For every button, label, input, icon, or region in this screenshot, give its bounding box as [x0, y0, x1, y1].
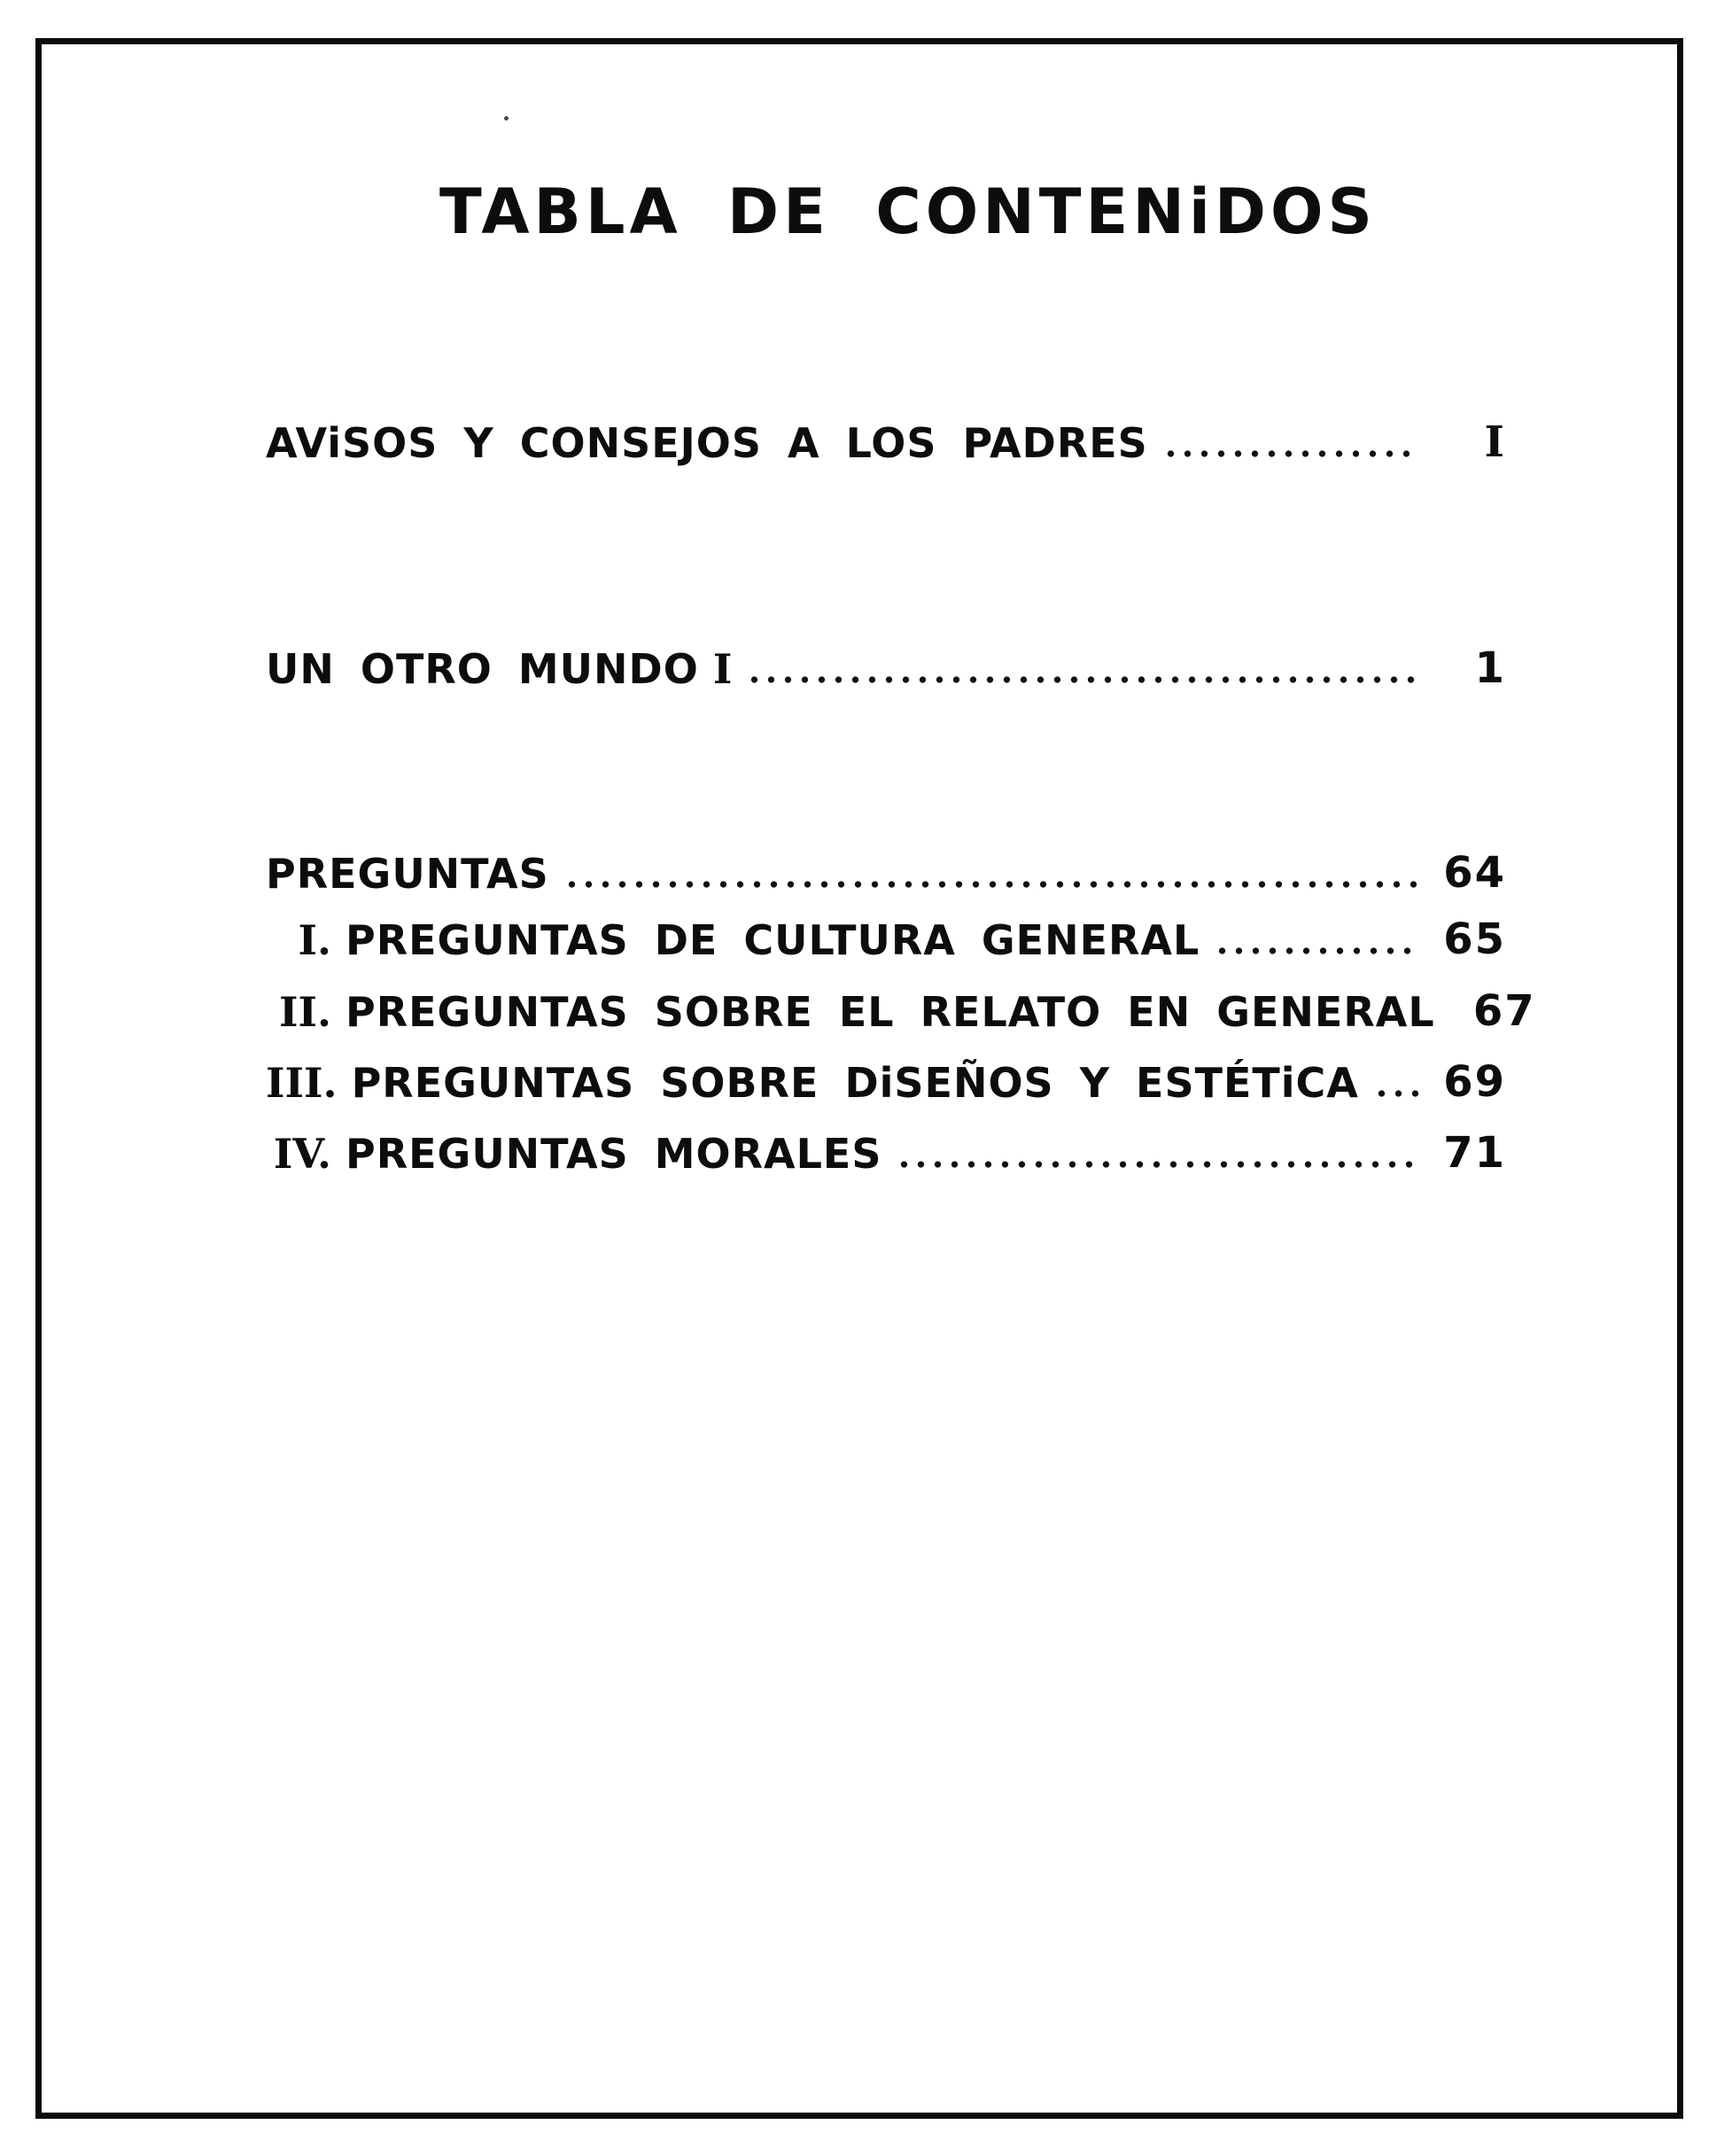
toc-entry-un-otro-mundo: [266, 644, 1506, 693]
dot-leader: [563, 879, 1419, 890]
toc-entry-page: 69: [1443, 1057, 1506, 1107]
dot-leader: [1373, 1088, 1419, 1099]
toc-entry-page: 71: [1443, 1128, 1506, 1178]
toc-entry-page: I: [1484, 417, 1506, 467]
toc-entry-numeral: III.: [266, 1059, 338, 1108]
dot-leader: [1214, 946, 1419, 956]
dot-leader: [746, 674, 1419, 685]
toc-entry-label: PREGUNTAS DE CULTURA GENERAL: [346, 916, 1200, 965]
toc-entry-numeral: I.: [298, 916, 331, 965]
toc-entry-disenos-estetica: [266, 1058, 1506, 1107]
toc-entry-numeral: IV.: [273, 1130, 331, 1179]
ink-speck: [504, 116, 509, 121]
toc-entry-suffix: I: [712, 645, 733, 694]
toc-entry-page: 65: [1443, 915, 1506, 964]
toc-entry-label: UN OTRO MUNDO: [266, 645, 699, 694]
dot-leader: [896, 1159, 1419, 1170]
toc-entry-numeral: II.: [278, 988, 331, 1037]
dot-leader: [1162, 448, 1419, 459]
toc-entry-page: 1: [1474, 643, 1506, 693]
toc-entry-label: PREGUNTAS SOBRE DiSEÑOS Y ESTÉTiCA: [351, 1059, 1359, 1108]
toc-entry-page: 64: [1443, 848, 1506, 898]
page-title: TABLA DE CONTENiDOS: [439, 175, 1377, 248]
toc-entry-page: 67: [1472, 986, 1536, 1036]
toc-entry-morales: [266, 1129, 1506, 1178]
toc-entry-preguntas: [266, 849, 1506, 898]
toc-entry-relato-en-general: [266, 986, 1536, 1037]
toc-entry-cultura-general: [266, 915, 1506, 964]
toc-entry-label: PREGUNTAS SOBRE EL RELATO EN GENERAL: [346, 988, 1435, 1037]
toc-entry-avisos: [266, 418, 1506, 467]
toc-entry-label: PREGUNTAS MORALES: [346, 1130, 882, 1179]
toc-entry-label: AViSOS Y CONSEJOS A LOS PADRES: [266, 419, 1148, 468]
toc-entry-label: PREGUNTAS: [266, 850, 549, 899]
